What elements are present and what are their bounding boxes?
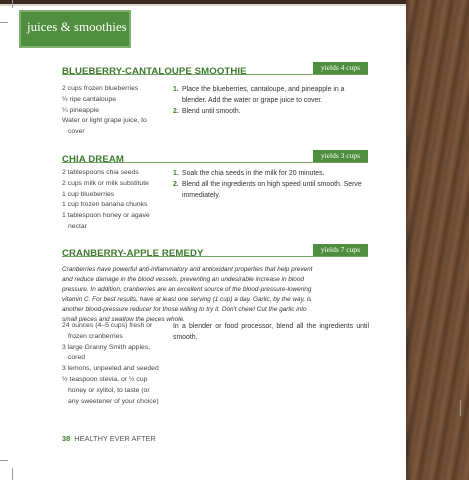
ingredient-item: ½ teaspoon stevia, or ½ cup honey or xylitol, to taste (or any sweetener of your choice) [62,375,159,405]
instruction-step [173,84,369,106]
ingredient-item: Water or light grape juice, to cover [62,117,147,136]
recipe-title: CHIA DREAM [62,154,124,165]
yield-badge: yields 4 cups [313,62,368,74]
step-number: 2. [173,108,179,115]
ingredient-item: 1 cup frozen banana chunks [62,201,148,209]
yield-badge: yields 7 cups [313,244,368,256]
crop-mark [12,0,13,8]
step-text: Place the blueberries, cantaloupe, and pineapple in a blender. Add the water or grape juice to cover. [182,86,345,104]
ingredient-item: 24 ounces (4–5 cups) fresh or frozen cranberries [62,322,153,340]
instruction-step [173,168,369,179]
step-text: Blend until smooth. [182,108,241,115]
ingredient-item: 2 tablespoons chia seeds [62,169,139,176]
book-title: HEALTHY EVER AFTER [74,434,156,443]
yield-badge: yields 3 cups [313,150,368,162]
ingredient-item: 2 cups frozen blueberries [62,85,139,92]
recipe-title: BLUEBERRY-CANTALOUPE SMOOTHIE [62,66,247,77]
step-number: 2. [173,181,179,188]
page-number: 38 [62,434,71,443]
ingredient-list [62,321,162,407]
recipe-instructions: In a blender or food processor, blend all the ingredients until smooth. [173,323,369,341]
step-number: 1. [173,170,179,177]
ingredient-list [62,168,162,233]
crop-mark [12,468,13,480]
crop-mark [460,400,461,416]
section-header-title: juices & smoothies [27,19,127,34]
instruction-step [173,106,369,117]
ingredient-list [62,84,162,138]
instruction-step [173,179,369,201]
ingredient-item: 1 tablespoon honey or agave nectar [62,212,150,230]
step-text: Blend all the ingredients on high speed until smooth. Serve immediately. [182,181,362,199]
ingredient-item: ½ ripe cantaloupe [62,95,117,103]
instruction-list [173,168,369,201]
recipe-intro: Cranberries have powerful anti-inflammatory and antioxidant properties that help prevent and reduce damage in the blood vessels, preventing an undesirable increase in blood pressure. In addition, cranberries are an excellent source of the blood-pressure-lowering vitamin C. For best results, have at least one serving (1 cup) a day. Garlic, by the way, is another blood-pressure reducer for those willing to try it. Don't chew! Cut the garlic into small pieces and swallow the pieces whole. [62,266,313,323]
ingredient-item: 3 lemons, unpeeled and seeded [62,365,159,373]
crop-mark [0,22,8,23]
step-text: Soak the chia seeds in the milk for 20 minutes. [182,170,325,177]
page-edge-strip [0,4,469,6]
ingredient-item: 3 large Granny Smith apples, cored [62,343,151,362]
instruction-list [173,84,369,117]
crop-mark [0,460,8,461]
page-footer [62,434,156,443]
step-number: 1. [173,86,179,93]
ingredient-item: 1 cup blueberries [62,190,115,198]
ingredient-item: ¼ pineapple [62,106,100,114]
recipe-title: CRANBERRY-APPLE REMEDY [62,248,204,259]
ingredient-item: 2 cups milk or milk substitute [62,179,149,187]
